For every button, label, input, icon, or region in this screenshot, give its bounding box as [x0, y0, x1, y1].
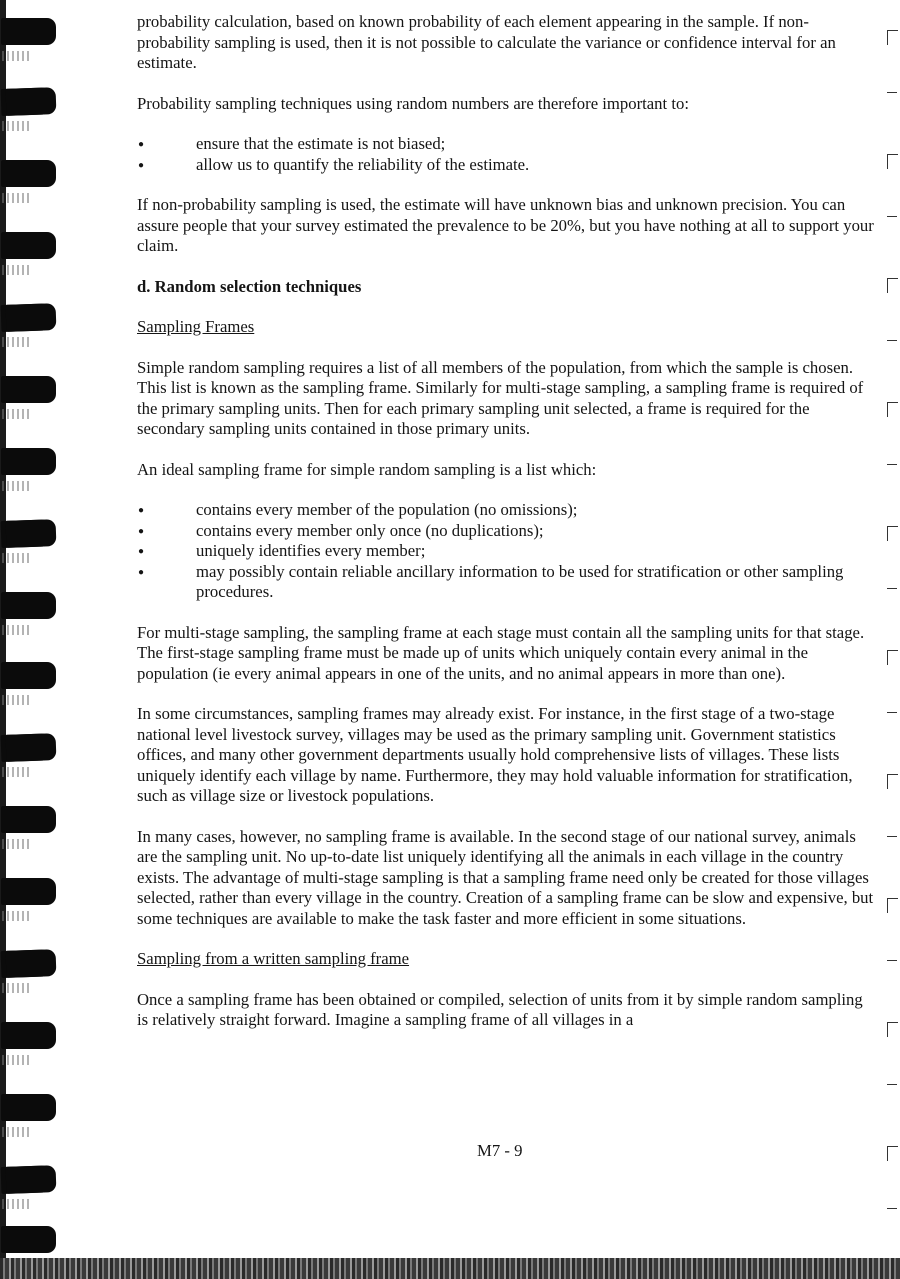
margin-tick	[887, 92, 897, 107]
scan-speckle	[2, 553, 32, 563]
margin-tick	[887, 1208, 897, 1223]
margin-tick	[887, 650, 898, 665]
margin-tick	[887, 588, 897, 603]
page-number: M7 - 9	[477, 1141, 523, 1160]
list-item: ● may possibly contain reliable ancillary information to be used for stratification or other sampling procedures.	[137, 562, 875, 603]
binding-hole	[6, 662, 56, 689]
scan-speckle	[2, 1127, 32, 1137]
binding-edge	[0, 0, 6, 1279]
binding-hole	[6, 806, 56, 833]
probability-intro: Probability sampling techniques using random numbers are therefore important to:	[137, 93, 689, 113]
nonprobability-paragraph: If non-probability sampling is used, the estimate will have unknown bias and unknown precision. You can assure people that your survey estimated the prevalence to be 20%, but you have nothing at all to support your claim.	[137, 195, 874, 255]
margin-tick	[887, 1084, 897, 1099]
circumstances-paragraph: In some circumstances, sampling frames may already exist. For instance, in the first stage of a two-stage national level livestock survey, villages may be used as the primary sampling unit. Government statistics offices, and many other government departments usually hold comprehensive lists of villages. These lists uniquely identify each village by name. Furthermore, they may hold valuable information for stratification, such as village size or livestock populations.	[137, 704, 853, 805]
scan-speckle	[2, 409, 32, 419]
multistage-paragraph: For multi-stage sampling, the sampling frame at each stage must contain all the sampling units for that stage. The first-stage sampling frame must be made up of units which uniquely contain every animal in the population (ie every animal appears in one of the units, and no animal appears in more than one).	[137, 622, 865, 683]
scan-bottom-edge	[0, 1258, 900, 1279]
subheading-written-frame: Sampling from a written sampling frame	[137, 949, 410, 968]
once-paragraph: Once a sampling frame has been obtained or compiled, selection of units from it by simple random sampling is relatively straight forward. Imagine a sampling frame of all villages in a	[137, 989, 863, 1029]
margin-tick	[887, 1146, 898, 1161]
list-item: ● allow us to quantify the reliability of the estimate.	[137, 155, 875, 176]
scan-speckle	[2, 481, 32, 491]
binding-hole	[6, 18, 56, 45]
margin-tick	[887, 774, 898, 789]
intro-paragraph: probability calculation, based on known probability of each element appearing in the sample. If non-probability sampling is used, then it is not possible to calculate the variance or confidence interval for an estimate.	[137, 12, 836, 72]
scan-speckle	[2, 51, 32, 61]
margin-tick	[887, 278, 898, 293]
probability-bullets	[137, 134, 875, 175]
list-item: ● ensure that the estimate is not biased;	[137, 134, 875, 155]
margin-tick	[887, 154, 898, 169]
margin-tick	[887, 1022, 898, 1037]
scan-speckle	[2, 1055, 32, 1065]
ideal-frame-bullets	[137, 500, 875, 603]
binding-hole	[6, 519, 57, 548]
frames-paragraph: Simple random sampling requires a list of all members of the population, from which the sample is chosen. This list is known as the sampling frame. Similarly for multi-stage sampling, a sampling frame is required of the primary sampling units. Then for each primary sampling unit selected, a frame is required for the secondary sampling units contained in those primary units.	[137, 357, 864, 438]
margin-tick	[887, 30, 898, 45]
margin-tick	[887, 216, 897, 231]
binding-hole	[6, 160, 56, 187]
ideal-frame-intro: An ideal sampling frame for simple random sampling is a list which:	[137, 459, 597, 479]
binding-hole	[6, 232, 56, 259]
scan-speckle	[2, 839, 32, 849]
scan-speckle	[2, 983, 32, 993]
section-heading: d. Random selection techniques	[137, 276, 362, 296]
margin-tick	[887, 340, 897, 355]
list-item: ● uniquely identifies every member;	[137, 541, 875, 562]
margin-tick	[887, 464, 897, 479]
scan-speckle	[2, 625, 32, 635]
margin-tick	[887, 960, 897, 975]
binding-hole	[6, 949, 57, 978]
spiral-binding	[0, 0, 62, 1279]
binding-hole	[6, 878, 56, 905]
scan-speckle	[2, 1199, 32, 1209]
binding-hole	[6, 1226, 56, 1253]
binding-hole	[6, 1094, 56, 1121]
list-item: ● contains every member only once (no duplications);	[137, 521, 875, 542]
margin-tick	[887, 402, 898, 417]
scan-speckle	[2, 337, 32, 347]
binding-hole	[6, 592, 56, 619]
binding-hole	[6, 87, 57, 116]
binding-hole	[6, 733, 57, 762]
binding-hole	[6, 376, 56, 403]
margin-tick	[887, 526, 898, 541]
margin-tick	[887, 712, 897, 727]
binding-hole	[6, 303, 57, 332]
scan-speckle	[2, 265, 32, 275]
scan-speckle	[2, 121, 32, 131]
list-item: ● contains every member of the population (no omissions);	[137, 500, 875, 521]
many-cases-paragraph: In many cases, however, no sampling frame is available. In the second stage of our national survey, animals are the sampling unit. No up-to-date list uniquely identifying all the animals in each village in the country exists. The advantage of multi-stage sampling is that a sampling frame need only be created for those villages selected, rather than every village in the country. Creation of a sampling frame can be slow and expensive, but some techniques are available to make the task faster and more efficient in some situations.	[137, 826, 874, 928]
binding-hole	[6, 1165, 57, 1194]
right-margin-marks	[882, 0, 900, 1279]
margin-tick	[887, 836, 897, 851]
scan-speckle	[2, 767, 32, 777]
scan-speckle	[2, 695, 32, 705]
scan-speckle	[2, 193, 32, 203]
binding-hole	[6, 448, 56, 475]
margin-tick	[887, 898, 898, 913]
document-body	[137, 12, 875, 1031]
scan-speckle	[2, 911, 32, 921]
subheading-sampling-frames: Sampling Frames	[137, 317, 255, 336]
binding-hole	[6, 1022, 56, 1049]
